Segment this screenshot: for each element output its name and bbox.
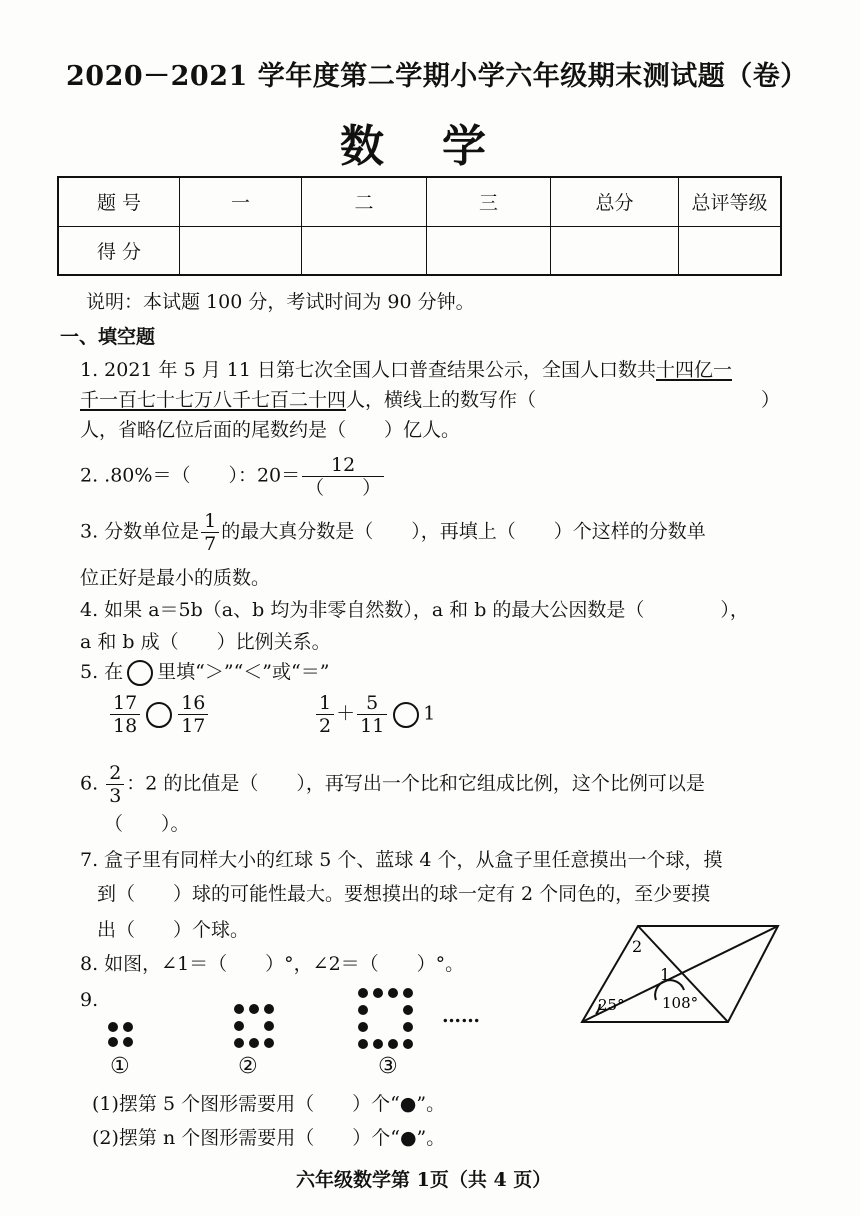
dot-icon: [249, 1004, 259, 1014]
q5-expression-2: [314, 692, 435, 737]
fraction-denominator: 2: [319, 715, 332, 737]
dot-icon: [123, 1037, 133, 1047]
fraction-denominator: 17: [181, 715, 206, 737]
dot-icon: [234, 1038, 244, 1048]
dot-icon: [403, 1022, 413, 1032]
dot-icon: [123, 1022, 133, 1032]
dot-icon: [108, 1037, 118, 1047]
question-9-sub-1[interactable]: (1)摆第 5 个图形需要用（ ）个“●”。: [92, 1093, 446, 1115]
fraction-numerator: 1: [316, 692, 334, 715]
dot-icon: [403, 1005, 413, 1015]
dot-icon: [264, 1038, 274, 1048]
dot-icon: [403, 1039, 413, 1049]
question-4-line-1[interactable]: 4. 如果 a＝5b（a、b 均为非零自然数），a 和 b 的最大公因数是（ ），: [80, 599, 749, 621]
q1-text: 1. 2021 年 5 月 11 日第七次全国人口普查结果公示，全国人口数共: [80, 359, 656, 381]
fraction-denominator[interactable]: （ ）: [305, 477, 382, 499]
compare-circle-icon: [127, 660, 153, 686]
figure-caption-2: ②: [238, 1054, 258, 1079]
q1-underlined-number: 十四亿一: [656, 359, 733, 381]
dot-icon: [388, 988, 398, 998]
q5-expression-1: [108, 692, 210, 737]
fraction-numerator: 1: [201, 510, 219, 533]
q5-number: 1: [423, 702, 436, 725]
dot-icon: [108, 1022, 118, 1032]
fraction-denominator: 11: [360, 715, 385, 737]
exam-title: 2020－2021 学年度第二学期小学六年级期末测试题（卷）: [66, 61, 808, 92]
score-input-cell[interactable]: [427, 226, 551, 275]
question-7-line-1: 7. 盒子里有同样大小的红球 5 个、蓝球 4 个，从盒子里任意摸出一个球，摸: [80, 849, 723, 871]
section-heading: 一、填空题: [60, 326, 156, 348]
score-header-cell: 总分: [551, 177, 679, 226]
question-9-label: 9.: [80, 989, 99, 1011]
q5-fraction: [357, 692, 387, 737]
q6-fraction: [106, 762, 124, 807]
q2-text[interactable]: 2. .80%＝（ ）：20＝: [80, 464, 301, 487]
q3-text: 3. 分数单位是: [80, 520, 200, 543]
dot-icon: [234, 1021, 244, 1031]
question-9-sub-2[interactable]: (2)摆第 n 个图形需要用（ ）个“●”。: [92, 1127, 446, 1149]
q3-fraction: [201, 510, 219, 555]
q5-fraction: [178, 692, 208, 737]
question-6: [80, 762, 705, 807]
question-1-line-3[interactable]: 人，省略亿位后面的尾数约是（ ）亿人。: [80, 419, 461, 441]
fraction-numerator: 2: [106, 762, 124, 785]
dot-icon: [234, 1004, 244, 1014]
dot-icon: [373, 988, 383, 998]
angle-label-2: 2: [632, 937, 643, 956]
question-1-line-2: [80, 388, 780, 412]
fraction-numerator: 16: [178, 692, 208, 715]
question-3-line-2: 位正好是最小的质数。: [80, 567, 271, 589]
q5-text: 里填“＞”“＜”或“＝”: [157, 661, 330, 683]
score-row-label: 得 分: [58, 226, 180, 275]
answer-circle[interactable]: [146, 702, 172, 728]
q3-text[interactable]: 的最大真分数是（ ），再填上（ ）个这样的分数单: [221, 520, 706, 543]
dot-icon: [358, 988, 368, 998]
q6-text[interactable]: ：2 的比值是（ ），再写出一个比和它组成比例，这个比例可以是: [126, 772, 705, 795]
score-header-cell: 一: [180, 177, 302, 226]
q5-text: 5. 在: [80, 661, 124, 683]
fraction-denominator: 18: [113, 715, 138, 737]
fraction-numerator: 12: [302, 454, 384, 477]
q5-fraction: [316, 692, 334, 737]
q1-text: 人，横线上的数写作（: [346, 389, 537, 411]
dot-icon: [358, 1005, 368, 1015]
score-table: [57, 176, 782, 276]
fraction-denominator: 7: [204, 533, 217, 555]
dot-icon: [373, 1039, 383, 1049]
dot-icon: [388, 1039, 398, 1049]
score-header-cell: 二: [302, 177, 427, 226]
angle-label-108: 108°: [662, 994, 699, 1012]
parallelogram-figure: [578, 918, 788, 1030]
score-header-cell: 三: [427, 177, 551, 226]
q1-bracket-close: ）: [760, 389, 780, 411]
dot-icon: [264, 1021, 274, 1031]
question-2: [80, 454, 386, 499]
q1-underlined-number: 千一百七十七万八千七百二十四: [80, 389, 347, 411]
dot-figure-2: [232, 1004, 278, 1050]
dot-figure-3: [356, 988, 420, 1052]
score-input-cell[interactable]: [679, 226, 782, 275]
score-header-cell: 总评等级: [679, 177, 782, 226]
question-7-line-3[interactable]: 出（ ）个球。: [97, 919, 250, 941]
score-header-cell: 题 号: [58, 177, 180, 226]
question-3: [80, 510, 706, 555]
question-4-line-2[interactable]: a 和 b 成（ ）比例关系。: [80, 631, 331, 653]
pattern-ellipsis: ……: [442, 1005, 480, 1027]
q6-label: 6.: [80, 772, 99, 795]
q2-fraction: [302, 454, 384, 499]
plus-sign: ＋: [336, 702, 356, 725]
question-5: [80, 660, 329, 686]
dot-icon: [358, 1039, 368, 1049]
score-input-cell[interactable]: [551, 226, 679, 275]
question-8[interactable]: 8. 如图，∠1＝（ ）°，∠2＝（ ）°。: [80, 953, 465, 975]
page-footer: 六年级数学第 1页（共 4 页）: [296, 1169, 552, 1191]
exam-note: 说明：本试题 100 分，考试时间为 90 分钟。: [86, 291, 475, 313]
q5-fraction: [110, 692, 140, 737]
dot-icon: [249, 1038, 259, 1048]
score-input-cell[interactable]: [302, 226, 427, 275]
fraction-numerator: 17: [110, 692, 140, 715]
dot-icon: [264, 1004, 274, 1014]
fraction-denominator: 3: [109, 785, 122, 807]
figure-caption-1: ①: [110, 1054, 130, 1079]
angle-label-25: 25°: [598, 996, 625, 1014]
question-1-line-1: [80, 358, 732, 382]
question-6-line-2[interactable]: （ ）。: [104, 813, 190, 835]
figure-caption-3: ③: [378, 1054, 398, 1079]
dot-icon: [403, 988, 413, 998]
fraction-numerator: 5: [357, 692, 387, 715]
answer-circle[interactable]: [393, 702, 419, 728]
dot-figure-1: [106, 1020, 136, 1050]
dot-icon: [358, 1022, 368, 1032]
question-7-line-2[interactable]: 到（ ）球的可能性最大。要想摸出的球一定有 2 个同色的，至少要摸: [97, 883, 711, 905]
subject-title: 数学: [340, 121, 544, 172]
score-input-cell[interactable]: [180, 226, 302, 275]
angle-label-1: 1: [660, 965, 671, 984]
